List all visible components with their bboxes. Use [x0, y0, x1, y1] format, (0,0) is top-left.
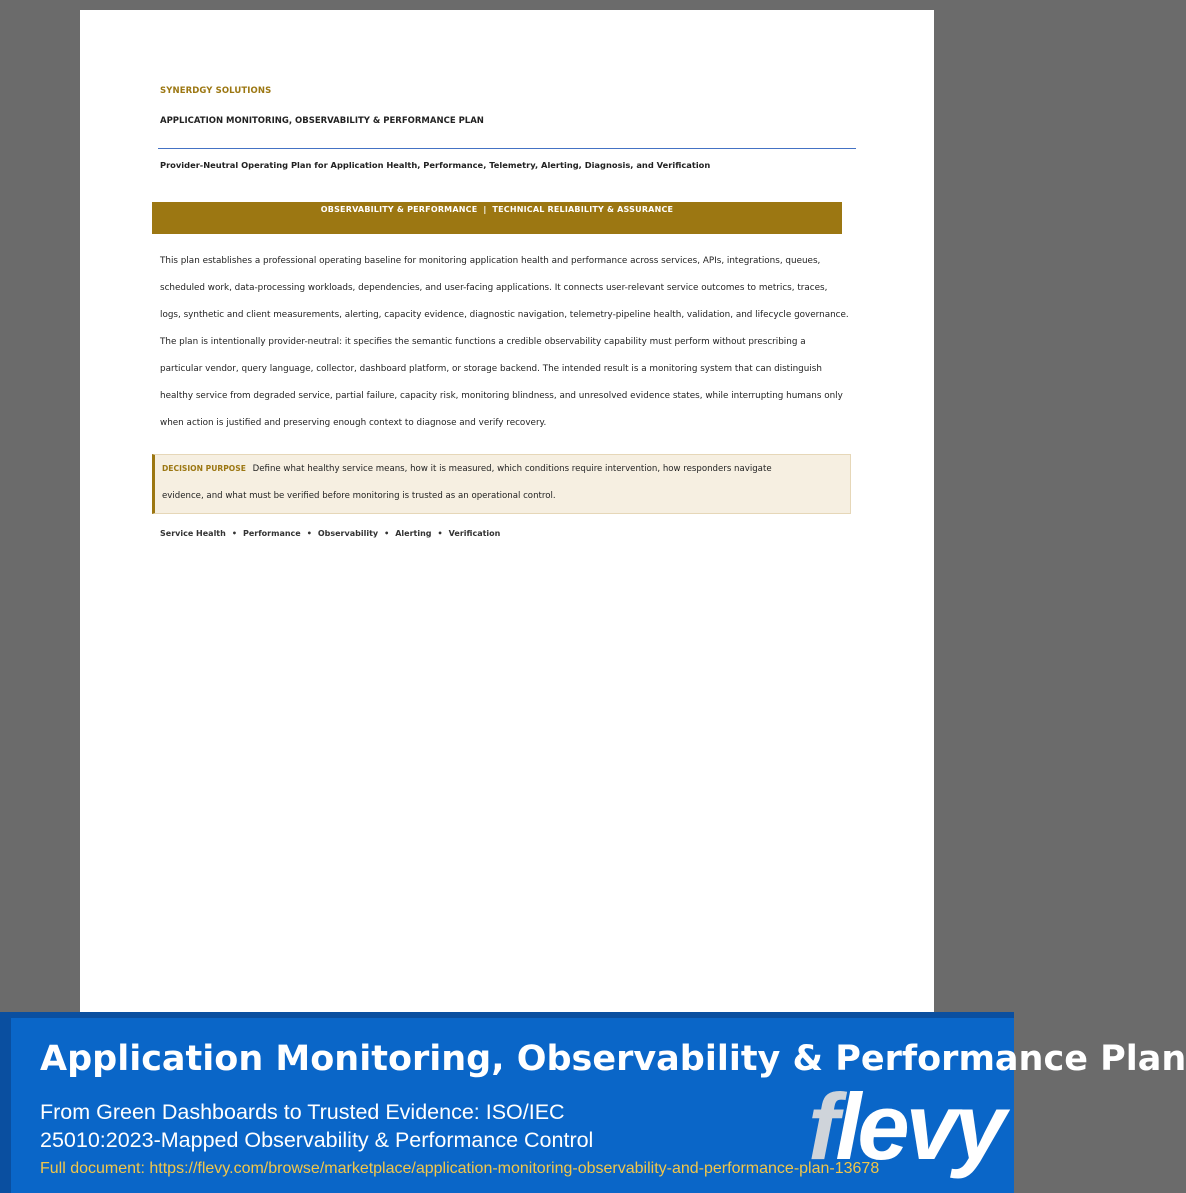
section-banner [152, 202, 842, 234]
title-divider [158, 148, 856, 149]
tag-list [160, 529, 500, 538]
footer-left-bar [0, 1012, 11, 1193]
tag-item: Performance [242, 529, 301, 538]
bullet-separator: • [384, 529, 390, 538]
full-document-link[interactable]: Full document: https://flevy.com/browse/marketplace/application-monitoring-observability-and-performance-plan-13678 [40, 1160, 880, 1177]
plan-subtitle: Provider-Neutral Operating Plan for Application Health, Performance, Telemetry, Alerting, Diagnosis, and Verification [160, 160, 711, 170]
purpose-text: Define what healthy service means, how it is measured, which conditions require intervention, how responders navigate evidence, and what must be verified before monitoring is trusted as an operational control. [162, 464, 772, 501]
tag-item: Verification [448, 529, 501, 538]
footer-title: Application Monitoring, Observability & Performance Plan [40, 1039, 1186, 1079]
tag-item: Service Health [160, 529, 226, 538]
tag-item: Alerting [395, 529, 432, 538]
plan-title: APPLICATION MONITORING, OBSERVABILITY & PERFORMANCE PLAN [160, 116, 484, 126]
company-name: SYNERDGY SOLUTIONS [160, 86, 272, 96]
decision-purpose-callout [152, 454, 851, 514]
footer-subtitle: From Green Dashboards to Trusted Evidence: ISO/IEC 25010:2023-Mapped Observability & Performance Control [40, 1100, 594, 1152]
tag-item: Observability [317, 529, 379, 538]
purpose-label: DECISION PURPOSE [162, 464, 246, 473]
bullet-separator: • [437, 529, 443, 538]
purpose-text-block [162, 455, 812, 510]
document-page [80, 10, 934, 1012]
promo-footer [0, 1012, 1186, 1193]
banner-text: OBSERVABILITY & PERFORMANCE | TECHNICAL RELIABILITY & ASSURANCE [320, 205, 674, 214]
intro-paragraph: This plan establishes a professional operating baseline for monitoring application health and performance across services, APIs, integrations, queues, scheduled work, data-processing workloads, dependencies, and user-facing applications. It connects user-relevant service outcomes to metrics, traces, logs, synthetic and client measurements, alerting, capacity evidence, diagnostic navigation, telemetry-pipeline health, validation, and lifecycle governance. The plan is intentionally provider-neutral: it specifies the semantic functions a credible observability capability must perform without prescribing a particular vendor, query language, collector, dashboard platform, or storage backend. The intended result is a monitoring system that can distinguish healthy service from degraded service, partial failure, capacity risk, monitoring blindness, and unresolved evidence states, while interrupting humans only when action is justified and preserving enough context to diagnose and verify recovery. [160, 256, 849, 428]
bullet-separator: • [231, 529, 237, 538]
flevy-logo: flevy [808, 1074, 1003, 1179]
footer-top-edge [0, 1012, 1014, 1018]
bullet-separator: • [306, 529, 312, 538]
